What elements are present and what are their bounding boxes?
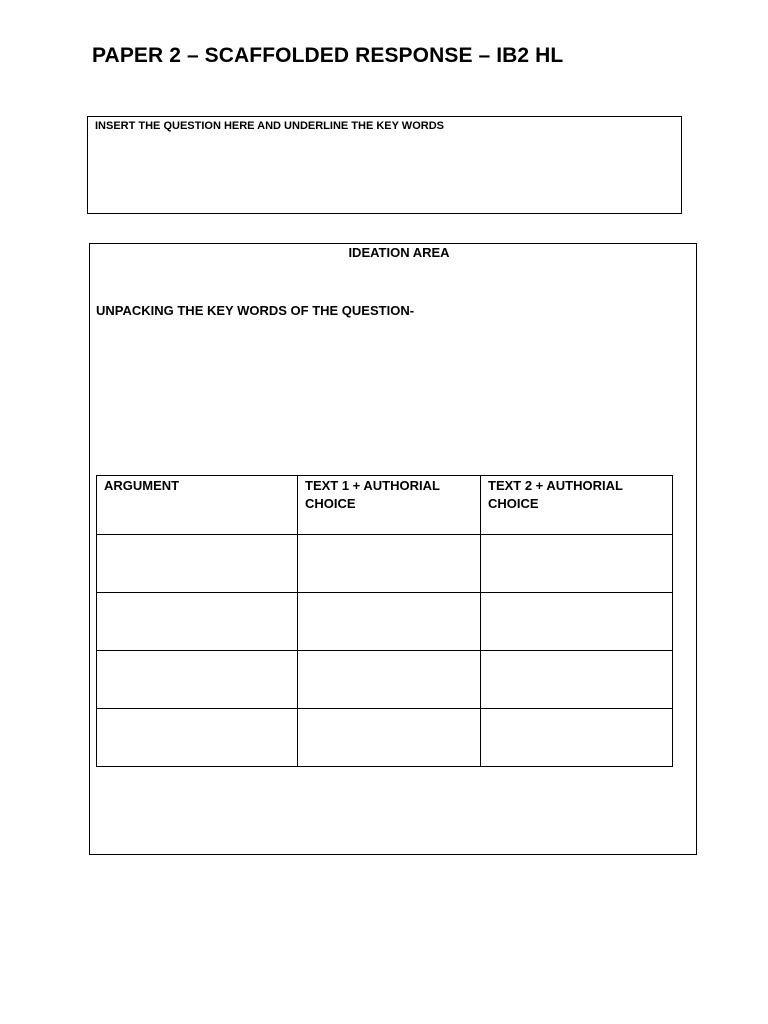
question-instruction: INSERT THE QUESTION HERE AND UNDERLINE THE KEY WORDS — [95, 120, 444, 132]
table-row — [97, 535, 673, 593]
unpacking-label: UNPACKING THE KEY WORDS OF THE QUESTION- — [96, 303, 415, 318]
table-cell[interactable] — [481, 535, 673, 593]
table-row — [97, 651, 673, 709]
ideation-area[interactable] — [89, 243, 697, 855]
table-row — [97, 709, 673, 767]
table-cell[interactable] — [298, 651, 481, 709]
table-cell[interactable] — [97, 535, 298, 593]
header-argument: ARGUMENT — [97, 476, 298, 535]
table-cell[interactable] — [97, 709, 298, 767]
question-box[interactable] — [87, 116, 682, 214]
table-cell[interactable] — [298, 709, 481, 767]
table-cell[interactable] — [298, 535, 481, 593]
page-title: PAPER 2 – SCAFFOLDED RESPONSE – IB2 HL — [92, 44, 564, 67]
table-cell[interactable] — [481, 709, 673, 767]
header-text-1: TEXT 1 + AUTHORIAL CHOICE — [298, 476, 481, 535]
header-text-2: TEXT 2 + AUTHORIAL CHOICE — [481, 476, 673, 535]
table-cell[interactable] — [298, 593, 481, 651]
table-cell[interactable] — [97, 593, 298, 651]
table-cell[interactable] — [481, 651, 673, 709]
table-header-row — [97, 476, 673, 535]
table-row — [97, 593, 673, 651]
ideation-title: IDEATION AREA — [348, 245, 450, 260]
table-cell[interactable] — [97, 651, 298, 709]
table-cell[interactable] — [481, 593, 673, 651]
argument-table — [96, 475, 673, 767]
